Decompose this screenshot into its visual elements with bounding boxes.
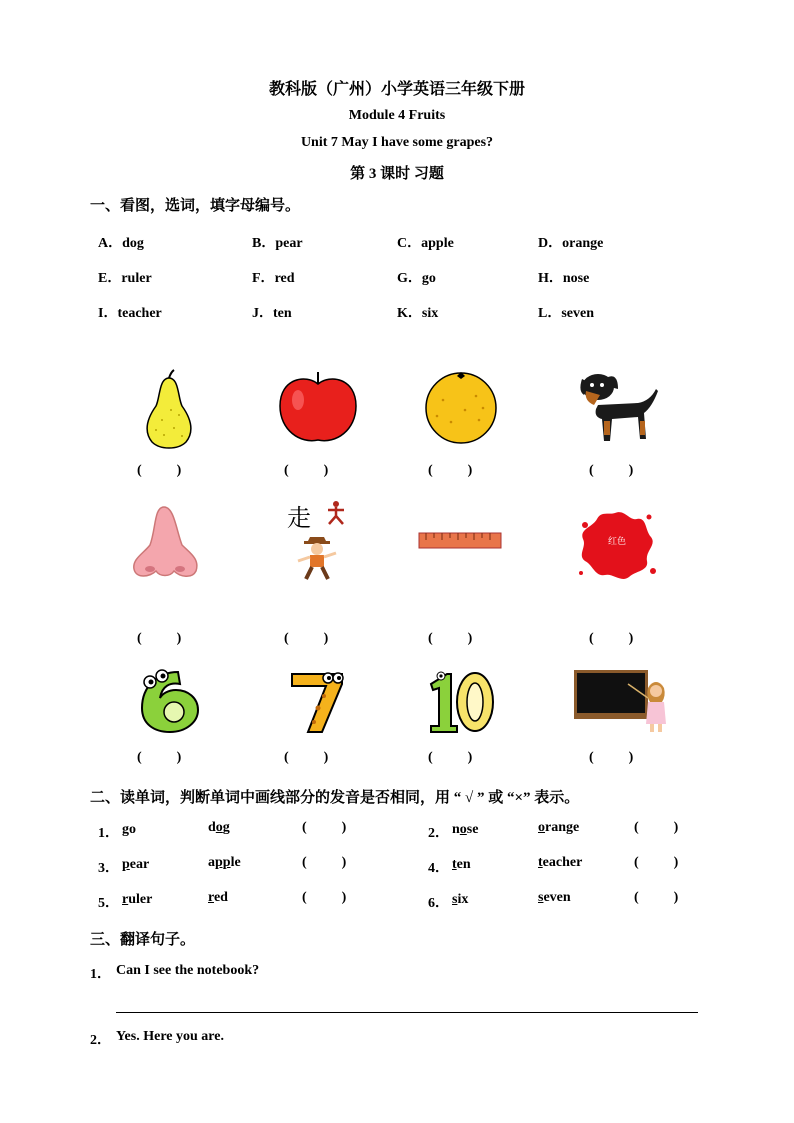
option-word: ten — [273, 306, 292, 321]
word — [538, 890, 571, 906]
ruler-icon — [418, 531, 502, 551]
option-word: six — [421, 306, 439, 321]
word — [208, 890, 228, 906]
underlined-letters: t — [452, 857, 457, 872]
item-number: 4． — [428, 861, 449, 876]
item-number: 2． — [428, 826, 449, 841]
answer-blank[interactable]: ( ) — [137, 463, 182, 478]
word — [452, 857, 471, 873]
judge-blank[interactable]: ( ) — [634, 855, 679, 870]
option-letter: F． — [252, 271, 275, 286]
option-word: orange — [562, 236, 604, 251]
walking-stick-icon — [324, 500, 348, 526]
option-word: pear — [275, 236, 303, 251]
answer-blank[interactable]: ( ) — [428, 631, 473, 646]
word — [208, 820, 230, 836]
option-word: dog — [122, 236, 144, 251]
underlined-letters: o — [459, 822, 467, 837]
item-number: 5． — [98, 896, 119, 911]
option-word: teacher — [117, 306, 162, 321]
go-character: 走 — [287, 504, 311, 532]
answer-blank[interactable]: ( ) — [284, 631, 329, 646]
underlined-letters: t — [538, 855, 543, 870]
letters: n — [452, 822, 460, 837]
word — [452, 822, 478, 838]
letters: eacher — [542, 855, 583, 870]
option-letter: D． — [538, 236, 563, 251]
question-2-number: 2． — [90, 1033, 111, 1048]
option-word: nose — [562, 271, 590, 286]
option-letter: G． — [397, 271, 422, 286]
option-ruler — [98, 267, 152, 287]
section3-heading: 三、翻译句子。 — [90, 932, 196, 948]
option-teacher — [98, 302, 162, 322]
judge-blank[interactable]: ( ) — [634, 820, 679, 835]
option-pear — [252, 232, 303, 252]
option-six — [397, 302, 438, 322]
answer-blank[interactable]: ( ) — [589, 750, 634, 765]
letters: en — [456, 857, 471, 872]
option-letter: A． — [98, 236, 123, 251]
judge-blank[interactable]: ( ) — [302, 890, 347, 905]
option-word: red — [274, 271, 295, 286]
answer-blank[interactable]: ( ) — [428, 750, 473, 765]
judge-blank[interactable]: ( ) — [302, 855, 347, 870]
question-1-number: 1． — [90, 967, 111, 982]
worksheet-title: 教科版（广州）小学英语三年级下册 — [268, 81, 525, 98]
item-number: 1． — [98, 826, 119, 841]
module-title: Module 4 Fruits — [348, 108, 446, 123]
word — [122, 892, 152, 908]
option-orange — [538, 232, 603, 252]
option-letter: B． — [252, 236, 276, 251]
underlined-letters: r — [208, 890, 214, 905]
option-seven — [538, 302, 594, 322]
letters: uler — [128, 892, 153, 907]
word — [538, 820, 579, 836]
letters: range — [545, 820, 580, 835]
option-word: seven — [561, 306, 595, 321]
option-letter: E． — [98, 271, 122, 286]
word — [122, 822, 136, 838]
section1-heading: 一、看图，选词，填字母编号。 — [90, 198, 301, 214]
answer-line-1[interactable] — [116, 1012, 698, 1013]
underlined-letters: s — [452, 892, 458, 907]
teacher-blackboard-icon — [572, 668, 670, 734]
option-dog — [98, 232, 144, 252]
judge-blank[interactable]: ( ) — [302, 820, 347, 835]
word — [538, 855, 582, 871]
answer-blank[interactable]: ( ) — [589, 631, 634, 646]
letters: d — [208, 820, 216, 835]
letters: ix — [457, 892, 469, 907]
letters: ear — [129, 857, 150, 872]
item-number: 6． — [428, 896, 449, 911]
option-go — [397, 267, 436, 287]
letters: le — [230, 855, 241, 870]
option-ten — [252, 302, 292, 322]
section2-heading: 二、读单词，判断单词中画线部分的发音是否相同，用 “ √ ” 或 “×” 表示。 — [90, 790, 580, 806]
option-letter: H． — [538, 271, 563, 286]
option-letter: L． — [538, 306, 562, 321]
underlined-letters: pp — [215, 855, 231, 870]
underlined-letters: p — [122, 857, 130, 872]
letters: se — [466, 822, 479, 837]
letters: g — [222, 820, 230, 835]
answer-blank[interactable]: ( ) — [137, 631, 182, 646]
orange-icon — [421, 370, 501, 444]
number-seven-icon — [288, 668, 348, 734]
pear-icon — [134, 370, 204, 450]
answer-blank[interactable]: ( ) — [137, 750, 182, 765]
option-letter: C． — [397, 236, 422, 251]
option-word: go — [421, 271, 436, 286]
item-number: 3． — [98, 861, 119, 876]
option-letter: K． — [397, 306, 422, 321]
underlined-letters: r — [122, 892, 129, 907]
word — [452, 892, 468, 908]
option-apple — [397, 232, 454, 252]
number-six-icon — [134, 668, 206, 734]
word — [208, 855, 241, 871]
red-label: 红色 — [608, 537, 627, 547]
option-red — [252, 267, 295, 287]
question-1-text: Can I see the notebook? — [116, 963, 260, 978]
apple-icon — [276, 370, 360, 446]
answer-blank[interactable]: ( ) — [284, 463, 329, 478]
answer-blank[interactable]: ( ) — [589, 463, 634, 478]
dog-icon — [578, 365, 662, 445]
option-word: apple — [421, 236, 454, 251]
letters: o — [129, 822, 136, 837]
lesson-title: 第 3 课时 习题 — [350, 166, 444, 182]
answer-blank[interactable]: ( ) — [284, 750, 329, 765]
option-letter: I． — [98, 306, 118, 321]
question-2-text: Yes. Here you are. — [116, 1029, 224, 1044]
number-ten-icon — [425, 668, 497, 734]
answer-blank[interactable]: ( ) — [428, 463, 473, 478]
option-word: ruler — [121, 271, 152, 286]
option-letter: J． — [252, 306, 273, 321]
underlined-letters: o — [538, 820, 545, 835]
judge-blank[interactable]: ( ) — [634, 890, 679, 905]
letters: a — [208, 855, 215, 870]
underlined-letters: g — [122, 822, 129, 837]
letters: even — [543, 890, 571, 905]
nose-icon — [130, 505, 202, 581]
letters: ed — [213, 890, 228, 905]
word — [122, 857, 149, 873]
walking-boy-icon — [296, 535, 338, 585]
unit-title: Unit 7 May I have some grapes? — [300, 135, 494, 150]
underlined-letters: s — [538, 890, 544, 905]
option-nose — [538, 267, 589, 287]
underlined-letters: o — [215, 820, 223, 835]
